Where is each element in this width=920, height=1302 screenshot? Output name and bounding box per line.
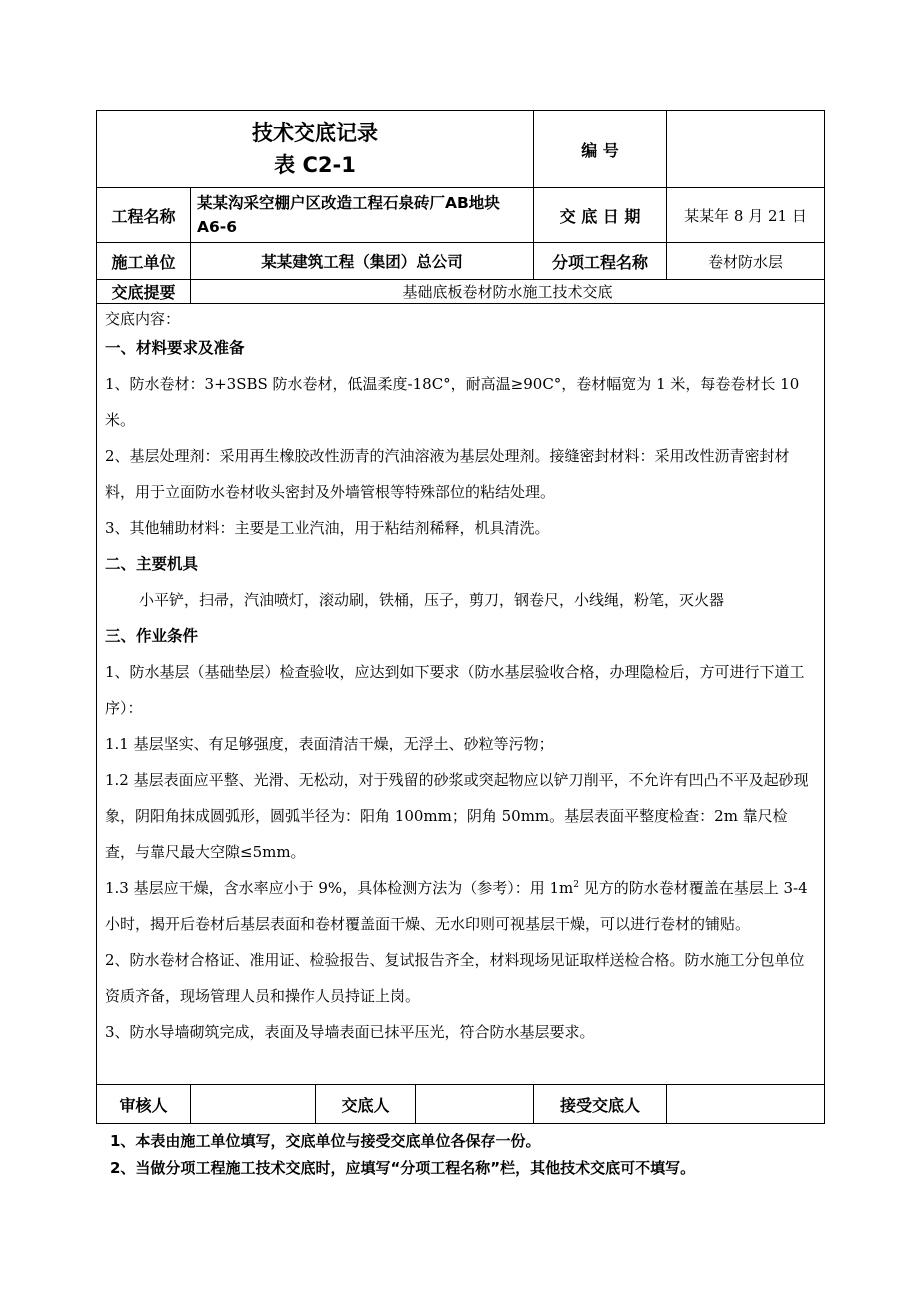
conditions-item-1-3-part-a: 1.3 基层应干燥，含水率应小于 9%，具体检测方法为（参考）：用 1m <box>105 879 574 897</box>
presenter-value[interactable] <box>416 1085 534 1124</box>
section-conditions-title: 三、作业条件 <box>105 627 199 645</box>
conditions-item-2: 2、防水卷材合格证、准用证、检验报告、复试报告齐全，材料现场见证取样送检合格。防水施工分包单位资质齐备，现场管理人员和操作人员持证上岗。 <box>105 951 805 1005</box>
reviewer-label: 审核人 <box>97 1085 191 1124</box>
subproject-value[interactable]: 卷材防水层 <box>667 243 825 280</box>
receiver-value[interactable] <box>667 1085 825 1124</box>
title-cell <box>97 111 534 188</box>
number-value[interactable] <box>667 111 825 188</box>
conditions-item-1: 1、防水基层（基础垫层）检查验收，应达到如下要求（防水基层验收合格，办理隐检后，方可进行下道工序）： <box>105 663 805 717</box>
summary-label: 交底提要 <box>97 280 191 304</box>
square-superscript: 2 <box>573 880 579 890</box>
footnote-1: 1、本表由施工单位填写，交底单位与接受交底单位各保存一份。 <box>110 1132 541 1150</box>
content-cell <box>97 304 825 1085</box>
conditions-item-1-2: 1.2 基层表面应平整、光滑、无松动，对于残留的砂浆或突起物应以铲刀削平，不允许有凹凸不平及起砂现象，阴阳角抹成圆弧形，圆弧半径为：阳角 100mm；阴角 50mm。基层表面平整度检查：2m 靠尺检查，与靠尺最大空隙≤5mm。 <box>105 771 809 861</box>
date-value[interactable]: 某某年 8 月 21 日 <box>667 188 825 243</box>
materials-item-2: 2、基层处理剂：采用再生橡胶改性沥青的汽油溶液为基层处理剂。接缝密封材料：采用改性沥青密封材料，用于立面防水卷材收头密封及外墙管根等特殊部位的粘结处理。 <box>105 447 790 501</box>
materials-item-1: 1、防水卷材：3+3SBS 防水卷材，低温柔度-18C°，耐高温≥90C°，卷材幅宽为 1 米，每卷卷材长 10 米。 <box>105 375 800 429</box>
footnote-2: 2、当做分项工程施工技术交底时，应填写“分项工程名称”栏，其他技术交底可不填写。 <box>110 1159 696 1177</box>
project-row <box>97 188 825 243</box>
title-row <box>97 111 825 188</box>
company-value[interactable]: 某某建筑工程（集团）总公司 <box>191 243 534 280</box>
company-label: 施工单位 <box>97 243 191 280</box>
form-code: 表 C2-1 <box>274 153 356 177</box>
number-label: 编 号 <box>534 111 667 188</box>
summary-row <box>97 280 825 304</box>
section-tools-title: 二、主要机具 <box>105 555 199 573</box>
footnotes <box>96 1128 824 1182</box>
company-row <box>97 243 825 280</box>
project-name-label: 工程名称 <box>97 188 191 243</box>
signature-row <box>97 1085 825 1124</box>
presenter-label: 交底人 <box>316 1085 416 1124</box>
summary-value[interactable]: 基础底板卷材防水施工技术交底 <box>191 280 825 304</box>
technical-disclosure-form <box>96 110 824 1182</box>
conditions-item-1-3 <box>105 870 816 942</box>
project-name-value[interactable]: 某某沟采空棚户区改造工程石泉砖厂AB地块A6-6 <box>191 188 534 243</box>
section-materials-title: 一、材料要求及准备 <box>105 339 245 357</box>
materials-item-3: 3、其他辅助材料：主要是工业汽油，用于粘结剂稀释，机具清洗。 <box>105 519 550 537</box>
content-intro: 交底内容： <box>105 310 181 328</box>
tools-list: 小平铲，扫帚，汽油喷灯，滚动刷，铁桶，压子，剪刀，钢卷尺，小线绳，粉笔，灭火器 <box>139 591 725 609</box>
reviewer-value[interactable] <box>191 1085 316 1124</box>
content-row <box>97 304 825 1085</box>
date-label: 交 底 日 期 <box>534 188 667 243</box>
conditions-item-1-1: 1.1 基层坚实、有足够强度，表面清洁干燥，无浮土、砂粒等污物； <box>105 735 554 753</box>
conditions-item-1-3-part-b: 见方的防水卷材覆盖在基层上 3-4 小时，揭开后卷材后基层表面和卷材覆盖面干燥、无水印则可视基层干燥，可以进行卷材的铺贴。 <box>105 879 808 933</box>
form-title: 技术交底记录 <box>252 121 378 145</box>
conditions-item-3: 3、防水导墙砌筑完成，表面及导墙表面已抹平压光，符合防水基层要求。 <box>105 1023 595 1041</box>
receiver-label: 接受交底人 <box>534 1085 667 1124</box>
form-table <box>96 110 825 1124</box>
subproject-label: 分项工程名称 <box>534 243 667 280</box>
